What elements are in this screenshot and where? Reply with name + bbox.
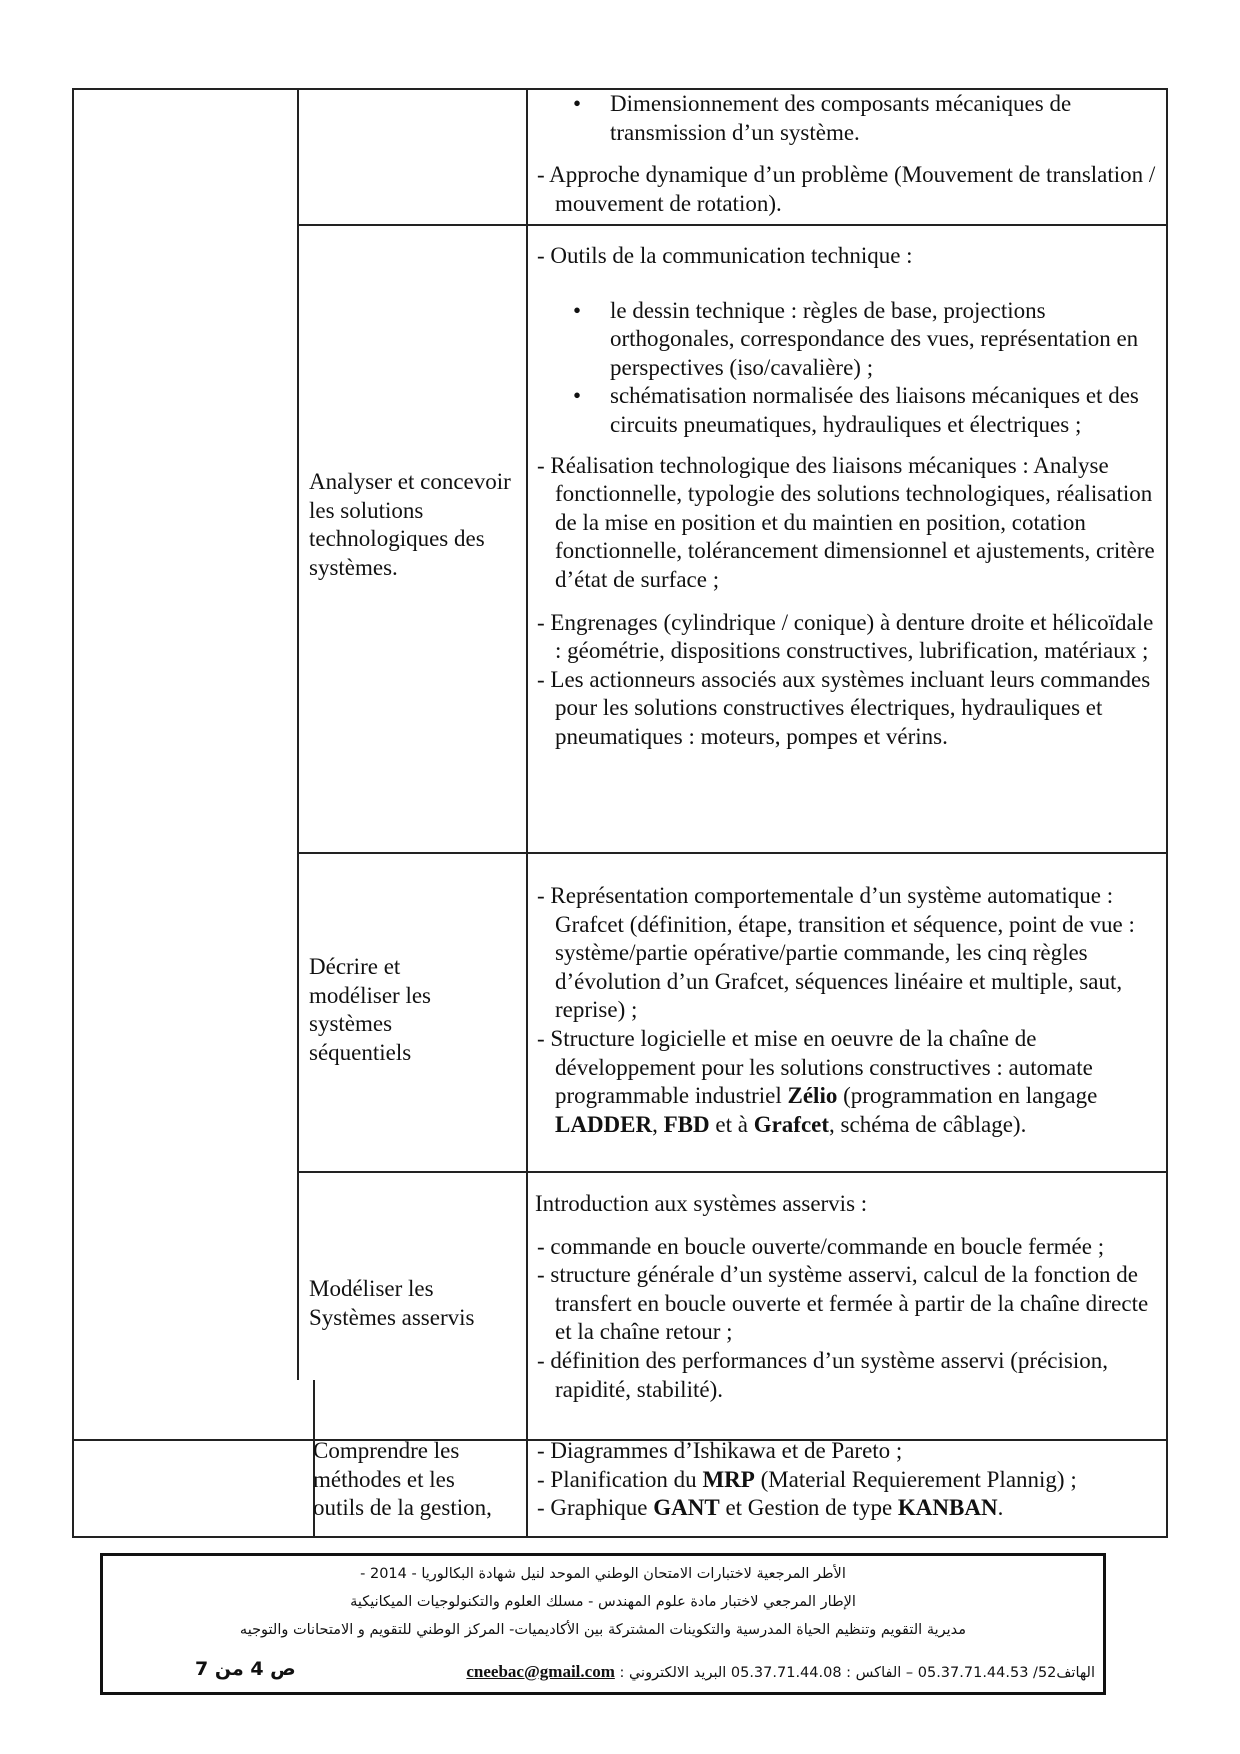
bullet-icon: • xyxy=(573,297,582,323)
list-intro: Introduction aux systèmes asservis : xyxy=(535,1191,868,1216)
footer-line-1: الأطر المرجعية لاختبارات الامتحان الوطني الموحد لنيل شهادة البكالوريا - 2014 - xyxy=(360,1566,846,1582)
list-item: - Engrenages (cylindrique / conique) à denture droite et hélicoïdale : géométrie, dispositions constructives, lubrification, matériaux ; xyxy=(537,609,1154,664)
list-item: - Les actionneurs associés aux systèmes incluant leurs commandes pour les solutions constructives électriques, hydrauliques et pneumatiques : moteurs, pompes et vérins. xyxy=(537,666,1151,749)
list-item: - Planification du MRP (Material Requierement Plannig) ; xyxy=(537,1466,1077,1492)
row-2-topic: Décrire et modéliser les systèmes séquentiels xyxy=(309,954,431,1065)
row-1-content xyxy=(537,242,1159,752)
list-intro: - Outils de la communication technique : xyxy=(537,243,913,268)
table-border-right xyxy=(1166,88,1168,1538)
bullet-icon: • xyxy=(573,91,582,116)
page-number: ص 4 من 7 xyxy=(195,1658,296,1680)
row-0-content xyxy=(537,90,1157,218)
list-item: - Diagrammes d’Ishikawa et de Pareto ; xyxy=(537,1438,903,1463)
list-item: • le dessin technique : règles de base, projections orthogonales, correspondance des vues, représentation en perspectives (iso/cavalière) ; xyxy=(573,297,1139,380)
row-4-content xyxy=(537,1437,1159,1523)
list-item: - Approche dynamique d’un problème (Mouvement de translation / mouvement de rotation). xyxy=(537,162,1156,216)
row-divider-1 xyxy=(297,224,1168,226)
row-divider-3 xyxy=(297,1171,1168,1173)
page-footer xyxy=(100,1553,1106,1695)
list-item: • Dimensionnement des composants mécaniques de transmission d’un système. xyxy=(573,91,1072,145)
table-border-left xyxy=(72,88,74,1538)
list-item: - Représentation comportementale d’un système automatique : Grafcet (définition, étape, transition et séquence, point de vue : système/partie opérative/partie commande, les cinq règles d’évolution d’un Grafcet, séquences linéaire et multiple, saut, reprise) ; xyxy=(537,883,1135,1023)
row-2-content xyxy=(537,882,1159,1139)
list-item: - Structure logicielle et mise en oeuvre de la chaîne de développement pour les solutions constructives : automate programmable industriel Zélio (programmation en langage LADDER, FBD et à Grafcet, schéma de câblage). xyxy=(537,1025,1098,1137)
footer-contact xyxy=(103,1658,1103,1686)
list-item: • schématisation normalisée des liaisons mécaniques et des circuits pneumatiques, hydrauliques et électriques ; xyxy=(573,383,1139,437)
row-4-topic: Comprendre les méthodes et les outils de la gestion, xyxy=(313,1438,492,1521)
column-divider-2 xyxy=(526,88,528,1538)
list-item: - définition des performances d’un système asservi (précision, rapidité, stabilité). xyxy=(537,1347,1108,1402)
table-border-bottom xyxy=(72,1536,1168,1538)
row-3-topic: Modéliser les Systèmes asservis xyxy=(309,1276,475,1330)
footer-phones: الهاتف52/ 05.37.71.44.53 – الفاكس : 05.37.71.44.08 البريد الالكتروني : cneebac@gmail.com xyxy=(466,1662,1095,1681)
list-item: - commande en boucle ouverte/commande en boucle fermée ; xyxy=(537,1233,1105,1259)
column-divider-1 xyxy=(297,88,299,1380)
email-link[interactable]: cneebac@gmail.com xyxy=(466,1662,615,1681)
list-item: - Graphique GANT et Gestion de type KANBAN. xyxy=(537,1495,1004,1521)
bullet-icon: • xyxy=(573,383,582,409)
row-divider-2 xyxy=(297,852,1168,854)
footer-line-2: الإطار المرجعي لاختبار مادة علوم المهندس - مسلك العلوم والتكنولوجيات الميكانيكية xyxy=(350,1594,856,1610)
list-item: - structure générale d’un système asservi, calcul de la fonction de transfert en boucle ouverte et fermée à partir de la chaîne directe et la chaîne retour ; xyxy=(537,1262,1149,1345)
row-3-content xyxy=(535,1190,1165,1404)
row-1-topic: Analyser et concevoir les solutions technologiques des systèmes. xyxy=(309,469,511,580)
footer-line-3: مديرية التقويم وتنظيم الحياة المدرسية والتكوينات المشتركة بين الأكاديميات- المركز الوطني للتقويم و الامتحانات والتوجيه xyxy=(239,1622,967,1638)
list-item: - Réalisation technologique des liaisons mécaniques : Analyse fonctionnelle, typologie des solutions technologiques, réalisation de la mise en position et du maintien en position, cotation fonctionnelle, tolérancement dimensionnel et ajustements, critère d’état de surface ; xyxy=(537,452,1155,592)
